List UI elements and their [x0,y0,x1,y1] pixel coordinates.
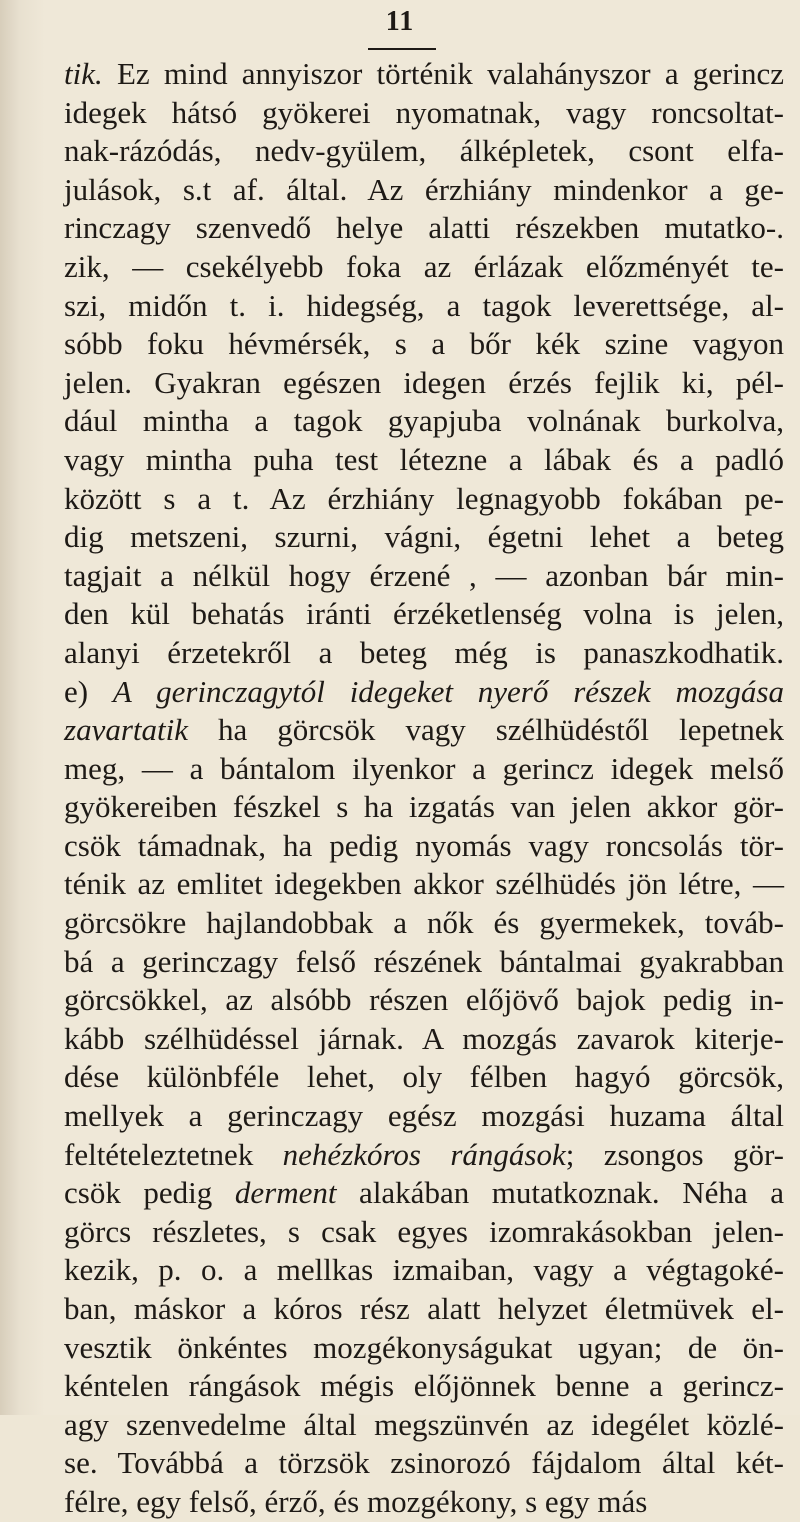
text-segment: félre, egy felső, érző, és mozgékony, s egy más [64,1483,648,1519]
text-line [64,634,784,673]
text-segment: julások, s.t af. által. Az érzhiány mindenkor a ge- [64,171,784,207]
text-line [64,1406,784,1445]
text-line [64,1367,784,1406]
text-line [64,1329,784,1368]
text-line [64,1136,784,1175]
text-segment: e) [64,673,113,709]
text-segment: idegek hátsó gyökerei nyomatnak, vagy roncsoltat- [64,94,784,130]
text-line [64,1290,784,1329]
text-line [64,1213,784,1252]
text-segment: dig metszeni, szurni, vágni, égetni lehet a beteg [64,519,784,555]
text-line [64,287,784,326]
text-line [64,1020,784,1059]
text-line [64,865,784,904]
text-line [64,518,784,557]
text-line [64,325,784,364]
text-segment: ténik az emlitet idegekben akkor szélhüdés jön létre, — [64,866,784,902]
text-line [64,171,784,210]
text-line [64,94,784,133]
text-segment: csök támadnak, ha pedig nyomás vagy roncsolás tör- [64,827,784,863]
text-line [64,943,784,982]
text-line [64,1097,784,1136]
text-line [64,248,784,287]
text-segment: vesztik önkéntes mozgékonyságukat ugyan; de ön- [64,1329,784,1365]
text-line [64,402,784,441]
text-line [64,711,784,750]
text-segment: feltételeztetnek [64,1136,283,1172]
text-segment: gyökereiben fészkel s ha izgatás van jelen akkor gör- [64,789,784,825]
text-segment: bá a gerinczagy felső részének bántalmai gyakrabban [64,943,784,979]
text-segment: meg, — a bántalom ilyenkor a gerincz idegek melső [64,750,784,786]
text-segment: görcsökkel, az alsóbb részen előjövő bajok pedig in- [64,982,784,1018]
text-line [64,788,784,827]
text-line [64,364,784,403]
text-segment: vagy mintha puha test létezne a lábak és a padló [64,441,784,477]
italic-text-segment: nehézkóros rángások [282,1136,566,1172]
text-segment: alanyi érzetekről a beteg még is panaszkodhatik. [64,634,784,670]
text-line [64,132,784,171]
text-line [64,904,784,943]
text-line [64,827,784,866]
text-line [64,1058,784,1097]
text-line [64,441,784,480]
text-segment: zik, — csekélyebb foka az érlázak előzményét te- [64,248,784,284]
text-segment: se. Továbbá a törzsök zsinorozó fájdalom által két- [64,1445,784,1481]
text-segment: ban, máskor a kóros rész alatt helyzet életmüvek el- [64,1291,784,1326]
text-line [64,209,784,248]
text-line [64,1174,784,1213]
text-line [64,673,784,712]
text-segment: nak-rázódás, nedv-gyülem, álképletek, csont elfa- [64,133,784,169]
italic-text-segment: A gerinczagytól idegeket nyerő részek mozgása [112,673,784,709]
text-segment: csök pedig [64,1175,235,1211]
text-segment: tagjait a nélkül hogy érzené , — azonban bár min- [64,557,784,593]
text-segment: den kül behatás iránti érzéketlenség volna is jelen, [64,596,784,632]
italic-text-segment: tik. [64,56,103,91]
text-line [64,557,784,596]
text-segment: alakában mutatkoznak. Néha a [336,1175,784,1211]
text-segment: rinczagy szenvedő helye alatti részekben mutatko-. [64,210,784,246]
text-segment: kább szélhüdéssel járnak. A mozgás zavarok kiterje- [64,1020,784,1056]
text-segment: ha görcsök vagy szélhüdéstől lepetnek [188,712,784,748]
text-line [64,595,784,634]
text-line [64,981,784,1020]
text-line [64,750,784,789]
page-number: 11 [385,6,415,37]
text-segment: között s a t. Az érzhiány legnagyobb fokában pe- [64,480,784,516]
text-line [64,480,784,519]
text-segment: görcs részletes, s csak egyes izomrakásokban jelen- [64,1213,784,1249]
text-segment: kéntelen rángások mégis előjönnek benne a gerincz- [64,1368,784,1404]
text-line [64,1444,784,1483]
text-segment: mellyek a gerinczagy egész mozgási huzama által [64,1098,784,1134]
text-segment: kezik, p. o. a mellkas izmaiban, vagy a végtagoké- [64,1252,784,1288]
text-segment: dául mintha a tagok gyapjuba volnának burkolva, [64,403,784,439]
text-segment: dése különbféle lehet, oly félben hagyó görcsök, [64,1059,784,1095]
text-segment: görcsökre hajlandobbak a nők és gyermekek, továb- [64,905,784,941]
text-segment: sóbb foku hévmérsék, s a bőr kék szine vagyon [64,326,784,362]
body-text [64,55,784,1522]
text-segment: szi, midőn t. i. hidegség, a tagok leverettsége, al- [64,287,784,323]
italic-text-segment: derment [234,1175,337,1211]
italic-text-segment: zavartatik [64,712,188,748]
text-segment: ; zsongos gör- [565,1136,784,1172]
text-line [64,1251,784,1290]
text-line [64,55,784,94]
text-segment: agy szenvedelme által megszünvén az idegélet közlé- [64,1406,784,1442]
text-segment: Ez mind annyiszor történik valahányszor a gerincz [102,56,784,91]
header-rule [368,48,436,50]
text-line [64,1483,784,1522]
text-segment: jelen. Gyakran egészen idegen érzés fejlik ki, pél- [64,364,784,400]
